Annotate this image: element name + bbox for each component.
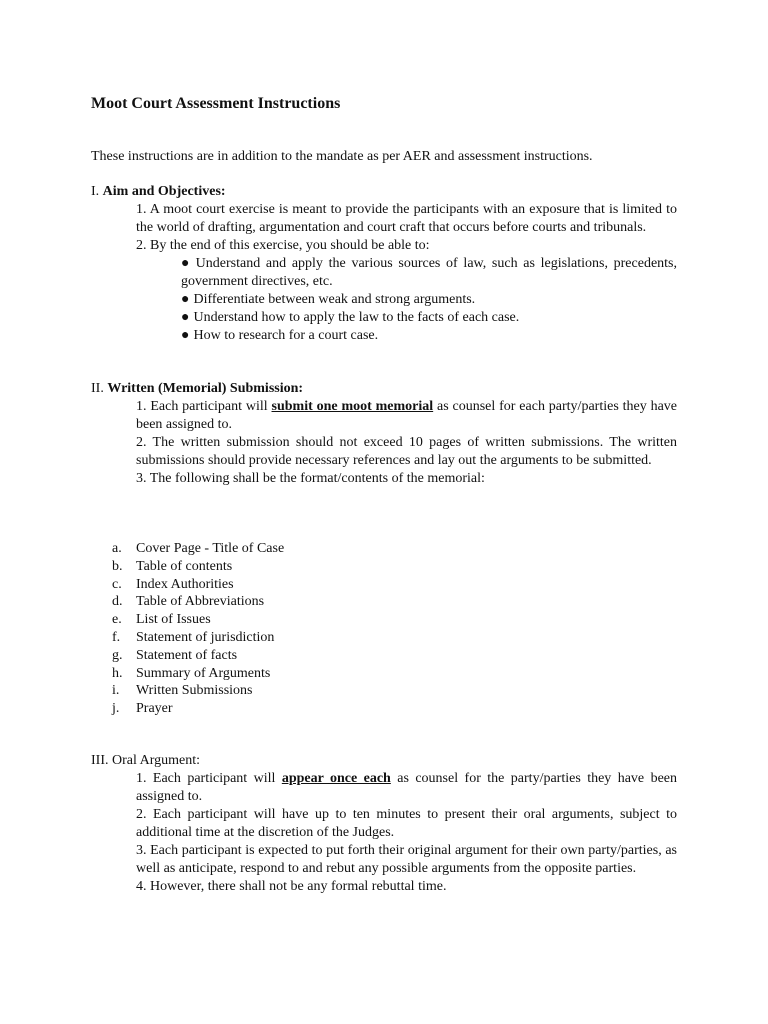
bullet-item [181, 291, 677, 309]
list-text: Statement of jurisdiction [136, 629, 275, 645]
text-run: 1. Each participant will [136, 771, 282, 786]
paragraph: 3. The following shall be the format/contents of the memorial: [136, 471, 485, 486]
list-item [112, 558, 233, 576]
list-letter: b. [112, 558, 123, 574]
bullet-item [181, 255, 677, 291]
emphasis-text: submit one moot memorial [271, 399, 434, 414]
list-letter: e. [112, 612, 122, 628]
emphasis-text: appear once each [281, 771, 391, 786]
bullet-icon: ● [181, 292, 190, 307]
bullet-text: How to research for a court case. [193, 328, 379, 343]
list-text: Table of contents [136, 558, 233, 574]
list-letter: i. [112, 683, 120, 699]
section-oral-argument [91, 752, 677, 896]
bullet-icon: ● [181, 256, 192, 271]
text-run: as counsel for the party/parties they have been assigned to. [136, 771, 677, 804]
section-title: Written (Memorial) Submission: [107, 381, 304, 396]
bullet-icon: ● [181, 328, 190, 343]
list-text: Statement of facts [136, 647, 238, 663]
list-text: Index Authorities [136, 576, 234, 592]
list-letter: h. [112, 665, 123, 681]
bullet-item [181, 327, 677, 345]
section-number: I. [91, 184, 100, 199]
paragraph: 2. By the end of this exercise, you should be able to: [136, 238, 430, 253]
bullet-text: Understand and apply the various sources of law, such as legislations, precedents, government directives, etc. [181, 256, 677, 289]
paragraph: 4. However, there shall not be any formal rebuttal time. [136, 879, 447, 894]
document-title: Moot Court Assessment Instructions [91, 95, 341, 112]
list-text: Summary of Arguments [136, 665, 271, 681]
list-item [112, 540, 285, 558]
list-item [112, 611, 211, 629]
intro-paragraph: These instructions are in addition to the mandate as per AER and assessment instructions. [91, 149, 593, 164]
section-written-submission [91, 380, 677, 488]
bullet-text: Understand how to apply the law to the facts of each case. [193, 310, 520, 325]
list-text: Written Submissions [136, 683, 253, 699]
list-letter: f. [112, 629, 121, 645]
text-run: as counsel for each party/parties they have been assigned to. [136, 399, 677, 432]
bullet-text: Differentiate between weak and strong arguments. [193, 292, 476, 307]
list-item [112, 682, 253, 700]
section-title: Aim and Objectives: [102, 184, 226, 199]
list-text: Cover Page - Title of Case [136, 541, 285, 556]
section-heading: III. Oral Argument: [91, 753, 200, 768]
bullet-icon: ● [181, 310, 190, 325]
paragraph: 2. The written submission should not exceed 10 pages of written submissions. The written submissions should provide necessary references and lay out the arguments to be submitted. [136, 435, 677, 468]
bullet-item [181, 309, 677, 327]
list-item [112, 665, 271, 683]
list-letter: j. [112, 701, 120, 717]
section-number: II. [91, 381, 104, 396]
paragraph [136, 398, 677, 434]
list-letter: g. [112, 647, 123, 663]
list-item [112, 647, 238, 665]
list-letter: d. [112, 594, 123, 610]
paragraph: 1. A moot court exercise is meant to provide the participants with an exposure that is limited to the world of drafting, argumentation and court craft that occurs before courts and tribunals. [136, 202, 677, 235]
section-aim-objectives [91, 183, 677, 345]
list-letter: a. [112, 541, 122, 556]
list-item [112, 576, 234, 594]
list-item [112, 629, 275, 647]
list-text: List of Issues [136, 612, 211, 628]
section-heading [91, 380, 677, 398]
memorial-format-list [112, 540, 285, 718]
list-item [112, 700, 173, 718]
section-heading [91, 183, 677, 201]
paragraph: 2. Each participant will have up to ten minutes to present their oral arguments, subject to additional time at the discretion of the Judges. [136, 807, 677, 840]
list-text: Table of Abbreviations [136, 594, 265, 610]
list-text: Prayer [136, 701, 173, 717]
text-run: 1. Each participant will [136, 399, 272, 414]
paragraph: 3. Each participant is expected to put forth their original argument for their own party/parties, as well as anticipate, respond to and rebut any possible arguments from the opposite parties. [136, 843, 677, 876]
paragraph [136, 770, 677, 806]
list-letter: c. [112, 576, 122, 592]
list-item [112, 593, 265, 611]
